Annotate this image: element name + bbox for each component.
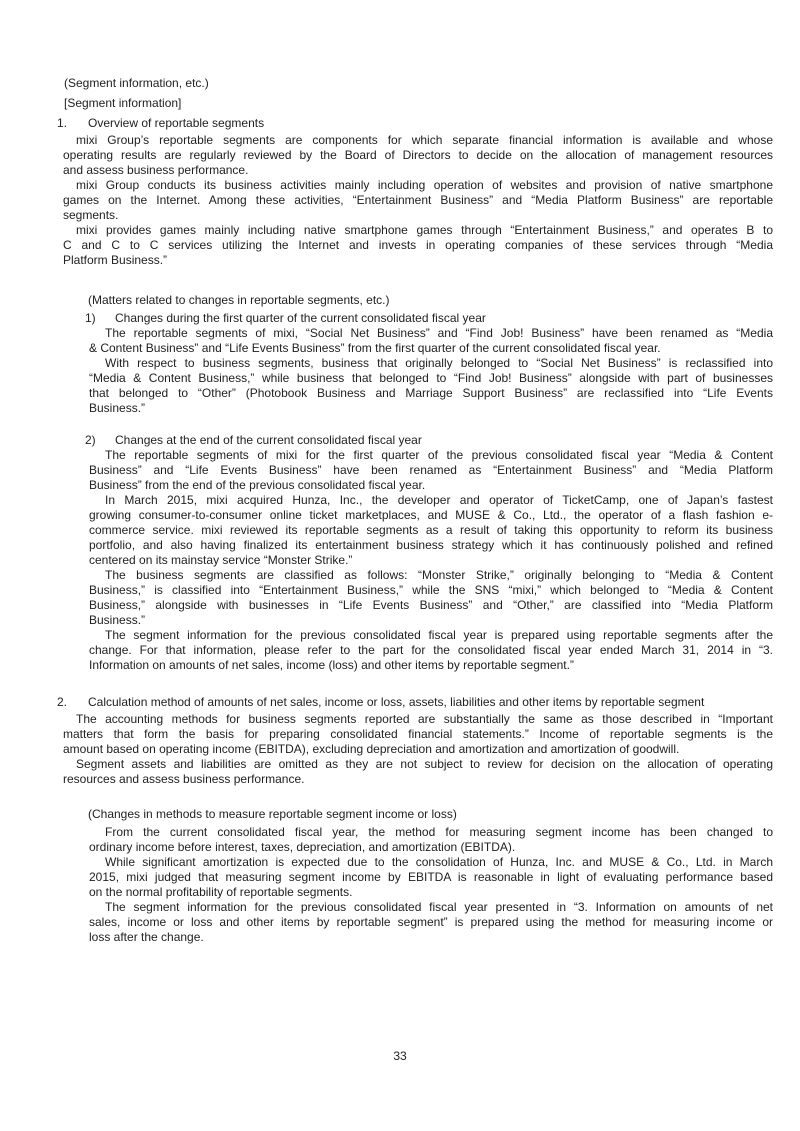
section-1-paragraph-1 [63, 133, 773, 178]
text-line: centered on its mainstay service “Monster Strike.” [89, 553, 353, 567]
text-line: The reportable segments of mixi for the first quarter of the previous consolidated fiscal year “Media & Content [105, 448, 773, 462]
text-line: segments. [63, 208, 119, 222]
text-line: operating results are regularly reviewed by the Board of Directors to decide on the allocation of management resources [63, 148, 773, 162]
footer-page-number: 33 [393, 1049, 407, 1063]
list-item-2-title: Changes at the end of the current consolidated fiscal year [115, 433, 422, 447]
list-item-1-title: Changes during the first quarter of the current consolidated fiscal year [115, 311, 486, 325]
section-1-paragraph-2 [63, 178, 773, 223]
text-line: and assess business performance. [63, 163, 249, 177]
text-line: Business.” [89, 401, 146, 415]
text-line: that belonged to “Other” (Photobook Business and Marriage Support Business” are reclassified into “Life Events [89, 386, 773, 400]
list-item-1-marker: 1) [85, 311, 96, 325]
subsection-matters [0, 293, 800, 673]
text-line: Business.” [89, 613, 146, 627]
section-2-heading [57, 695, 773, 710]
text-line: change. For that information, please refer to the part for the consolidated fiscal year ended March 31, 2014 in “3. [89, 643, 773, 657]
list-item-2-paragraph-1 [89, 448, 773, 493]
list-item-2-paragraph-4 [89, 628, 773, 673]
text-line: mixi Group’s reportable segments are components for which separate financial information is available and whose [76, 133, 773, 147]
text-line: While significant amortization is expected due to the consolidation of Hunza, Inc. and MUSE & Co., Ltd. in March [105, 855, 773, 869]
section-1-title: Overview of reportable segments [88, 116, 265, 130]
subsection-changes [0, 807, 800, 945]
subsection-changes-paragraph-1 [89, 825, 773, 855]
subsection-changes-paragraph-2 [89, 855, 773, 900]
list-item-1-paragraph-1 [89, 326, 773, 356]
text-line: loss after the change. [89, 930, 204, 944]
text-line: The reportable segments of mixi, “Social Net Business” and “Find Job! Business” have been renamed as “Media [105, 326, 773, 340]
text-line: Platform Business.” [63, 253, 168, 267]
list-item-2 [0, 433, 800, 673]
text-line: mixi provides games mainly including native smartphone games through “Entertainment Business,” and operates B to [76, 223, 773, 237]
text-line: Business,” alongside with businesses in “Life Events Business” and “Other,” are classified into “Media Platform [89, 598, 773, 612]
text-line: The segment information for the previous consolidated fiscal year is prepared using reportable segments after the [105, 628, 773, 642]
text-line: From the current consolidated fiscal year, the method for measuring segment income has been changed to [105, 825, 773, 839]
section-2-paragraph-1 [63, 712, 773, 757]
text-line: C and C to C services utilizing the Internet and invests in operating companies of these services through “Media [63, 238, 773, 252]
text-line: Business,” is classified into “Entertainment Business,” while the SNS “mixi,” which belonged to “Media & Content [89, 583, 773, 597]
section-1-number: 1. [57, 116, 68, 130]
subsection-matters-heading: (Matters related to changes in reportable segments, etc.) [88, 293, 390, 307]
text-line: Information on amounts of net sales, income (loss) and other items by reportable segment.” [89, 658, 574, 672]
text-line: growing consumer-to-consumer online ticket marketplaces, and MUSE & Co., Ltd., the operator of a flash fashion e- [89, 508, 773, 522]
text-line: ordinary income before interest, taxes, depreciation, and amortization (EBITDA). [89, 840, 516, 854]
text-line: Business” from the end of the previous consolidated fiscal year. [89, 478, 426, 492]
text-line: matters that form the basis for preparing consolidated financial statements.” Income of reportable segments is the [63, 727, 773, 741]
list-item-2-paragraph-2 [89, 493, 773, 568]
text-line: The accounting methods for business segments reported are substantially the same as those described in “Important [76, 712, 773, 726]
section-2-number: 2. [57, 695, 68, 709]
text-line: In March 2015, mixi acquired Hunza, Inc., the developer and operator of TicketCamp, one of Japan’s fastest [105, 493, 773, 507]
text-line: portfolio, and also having finalized its entertainment business strategy which it has continuously polished and refined [89, 538, 773, 552]
section-2 [0, 695, 800, 945]
heading-segment-information: [Segment information] [64, 96, 182, 110]
text-line: Business” and “Life Events Business” have been renamed as “Entertainment Business” and “Media Platform [89, 463, 773, 477]
list-item-1-paragraph-2 [89, 356, 773, 416]
text-line: amount based on operating income (EBITDA), excluding depreciation and amortization and amortization of goodwill. [63, 742, 680, 756]
heading-segment-information-etc: (Segment information, etc.) [64, 76, 209, 90]
text-line: “Media & Content Business,” while business that belonged to “Find Job! Business” alongside with part of businesses [89, 371, 773, 385]
text-line: With respect to business segments, business that originally belonged to “Social Net Business” is reclassified into [105, 356, 773, 370]
text-line: games on the Internet. Among these activities, “Entertainment Business” and “Media Platform Business” are reportable [63, 193, 773, 207]
text-line: resources and assess business performance. [63, 772, 305, 786]
text-line: Segment assets and liabilities are omitted as they are not subject to review for decision on the allocation of operating [76, 757, 773, 771]
text-line: commerce service. mixi reviewed its reportable segments as a result of taking this opportunity to reform its business [89, 523, 773, 537]
text-line: The segment information for the previous consolidated fiscal year presented in “3. Information on amounts of net [105, 900, 773, 914]
section-1-paragraph-3 [63, 223, 773, 268]
subsection-changes-heading: (Changes in methods to measure reportable segment income or loss) [88, 807, 457, 821]
list-item-2-heading [85, 433, 773, 448]
text-line: sales, income or loss and other items by reportable segment” is prepared using the method for measuring income or [89, 915, 773, 929]
text-line: & Content Business” and “Life Events Business” from the first quarter of the current consolidated fiscal year. [89, 341, 661, 355]
list-item-2-paragraph-3 [89, 568, 773, 628]
section-2-paragraph-2 [63, 757, 773, 787]
list-item-1 [0, 311, 800, 416]
text-line: on the normal profitability of reportable segments. [89, 885, 353, 899]
text-line: The business segments are classified as follows: “Monster Strike,” originally belonging to “Media & Content [105, 568, 773, 582]
subsection-changes-paragraph-3 [89, 900, 773, 945]
text-line: mixi Group conducts its business activities mainly including operation of websites and provision of native smartphone [76, 178, 773, 192]
section-1 [0, 116, 800, 673]
list-item-1-heading [85, 311, 773, 326]
text-line: 2015, mixi judged that measuring segment income by EBITDA is reasonable in light of evaluating performance based [89, 870, 773, 884]
section-1-heading [57, 116, 773, 131]
document-content [0, 76, 800, 945]
list-item-2-marker: 2) [85, 433, 96, 447]
section-2-title: Calculation method of amounts of net sales, income or loss, assets, liabilities and other items by reportable segment [88, 695, 705, 709]
